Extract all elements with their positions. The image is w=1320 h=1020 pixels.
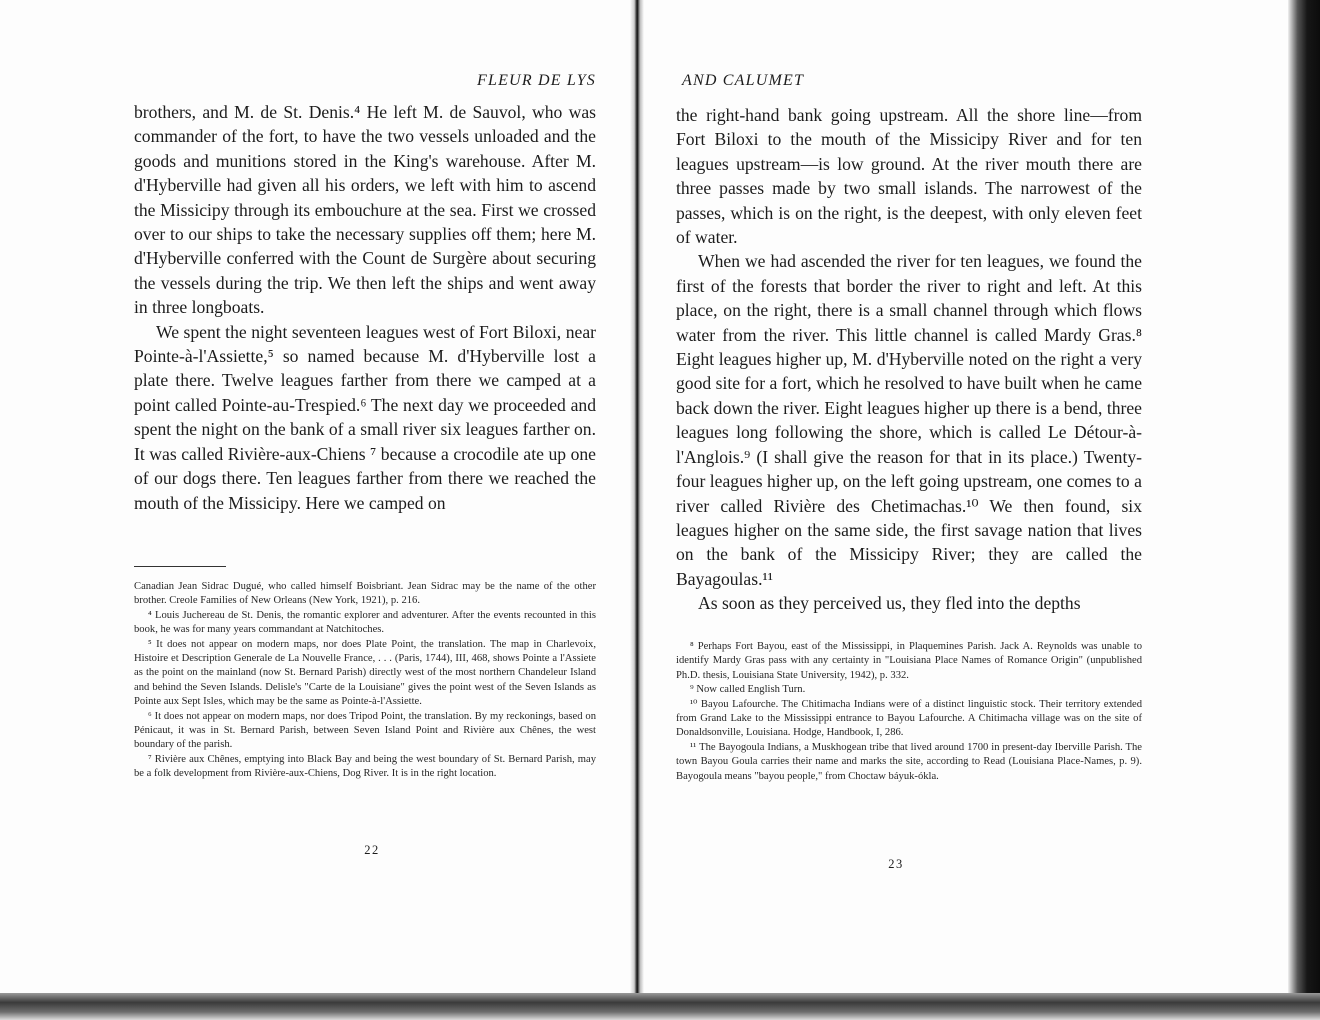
footnote: ⁹ Now called English Turn. [690,684,806,696]
footnote: ⁸ Perhaps Fort Bayou, east of the Mississippi, in Plaquemines Parish. Jack A. Reynolds was unable to identify Mardy Gras pass with any certainty in "Louisiana Place Names of Romance Origin" (unpublished Ph.D. thesis, Louisiana State University, 1942), p. 332. [676,641,1142,681]
running-head-left: FLEUR DE LYS [477,72,596,89]
running-head-right: AND CALUMET [682,72,805,89]
footnote: ¹⁰ Bayou Lafourche. The Chitimacha Indians were of a distinct linguistic stock. Their territory extended from Grand Lake to the Mississippi entrance to Bayou Lafourche. A Chitimacha village was on the site of Donaldsonville, Louisiana. Hodge, Handbook, I, 286. [676,698,1142,739]
footnote: ⁶ It does not appear on modern maps, nor does Tripod Point, the translation. By my reckonings, based on Pénicaut, it was in St. Bernard Parish, between Seven Island Point and Rivière aux Chênes, the west boundary of the parish. [134,710,596,751]
scan-bottom-edge [0,993,1320,1020]
scan-right-edge [1288,0,1320,1000]
paragraph: As soon as they perceived us, they fled into the depths [698,593,1081,614]
footnote: Canadian Jean Sidrac Dugué, who called himself Boisbriant. Jean Sidrac may be the name of the other brother. Creole Families of New Orleans (New York, 1921), p. 216. [134,581,596,607]
page-number-left: 22 [364,843,380,857]
footnotes-left [134,580,596,782]
right-page [676,0,1142,990]
footnote: ⁵ It does not appear on modern maps, nor does Plate Point, the translation. The map in Charlevoix, Histoire et Description Generale de La Nouvelle France, . . . (Paris, 1744), III, 468, shows Pointe a l'Assiete as the point on the mainland (now St. Bernard Parish) directly west of the most northern Chandeleur Island and behind the Seven Islands. Delisle's "Carte de la Louisiane" gives the point west of the Seven Islands as Pointe aux Sept Isles, which may be the same as Pointe-à-l'Assiette. [134,638,596,708]
left-page [134,0,596,990]
book-gutter [630,0,644,1000]
paragraph: When we had ascended the river for ten leagues, we found the first of the forests that border the river to right and left. At this place, on the right, there is a small channel through which flows water from the river. This little channel is called Mardy Gras.⁸ Eight leagues higher up, M. d'Hyberville noted on the right a very good site for a fort, which he resolved to have built when he came back down the river. Eight leagues higher up there is a bend, three leagues long following the shore, which is called Le Détour-à-l'Anglois.⁹ (I shall give the reason for that in its place.) Twenty-four leagues higher up, on the left going upstream, one comes to a river called Rivière des Chetimachas.¹⁰ We then found, six leagues higher on the same side, the first savage nation that lives on the bank of the Missicipy River; they are called the Bayagoulas.¹¹ [676,251,1142,589]
footnotes-right [676,640,1142,784]
page-number-right: 23 [888,857,904,871]
footnote-rule [134,566,226,567]
paragraph: brothers, and M. de St. Denis.⁴ He left M. de Sauvol, who was commander of the fort, to have the two vessels unloaded and the goods and munitions stored in the King's warehouse. After M. d'Hyberville had given all his orders, we left with him to ascend the Missicipy through its embouchure at the sea. First we crossed over to our ships to take the necessary supplies off them; here M. d'Hyberville conferred with the Count de Surgère about securing the vessels during the trip. We then left the ships and went away in three longboats. [134,102,596,318]
paragraph: We spent the night seventeen leagues west of Fort Biloxi, near Pointe-à-l'Assiette,⁵ so named because M. d'Hyberville lost a plate there. Twelve leagues farther from there we camped at a point called Pointe-au-Trespied.⁶ The next day we proceeded and spent the night on the bank of a small river six leagues farther on. It was called Rivière-aux-Chiens ⁷ because a crocodile ate up one of our dogs there. Ten leagues farther from there we reached the mouth of the Missicipy. Here we camped on [134,321,596,513]
body-text-left [134,100,596,515]
paragraph: the right-hand bank going upstream. All the shore line—from Fort Biloxi to the mouth of the Missicipy River and for ten leagues upstream—is low ground. At the river mouth there are three passes made by two small islands. The narrowest of the passes, which is on the right, is the deepest, with only eleven feet of water. [676,105,1142,248]
footnote: ⁴ Louis Juchereau de St. Denis, the romantic explorer and adventurer. After the events recounted in this book, he was for many years commandant at Natchitoches. [134,609,596,636]
footnote: ¹¹ The Bayogoula Indians, a Muskhogean tribe that lived around 1700 in present-day Iberville Parish. The town Bayou Goula carries their name and marks the site, according to Read (Louisiana Place-Names, p. 9). Bayogoula means "bayou people," from Choctaw báyuk-ókla. [676,741,1142,782]
footnote: ⁷ Rivière aux Chênes, emptying into Black Bay and being the west boundary of St. Bernard Parish, may be a folk development from Rivière-aux-Chiens, Dog River. It is in the right location. [134,753,596,780]
body-text-right [676,103,1142,616]
